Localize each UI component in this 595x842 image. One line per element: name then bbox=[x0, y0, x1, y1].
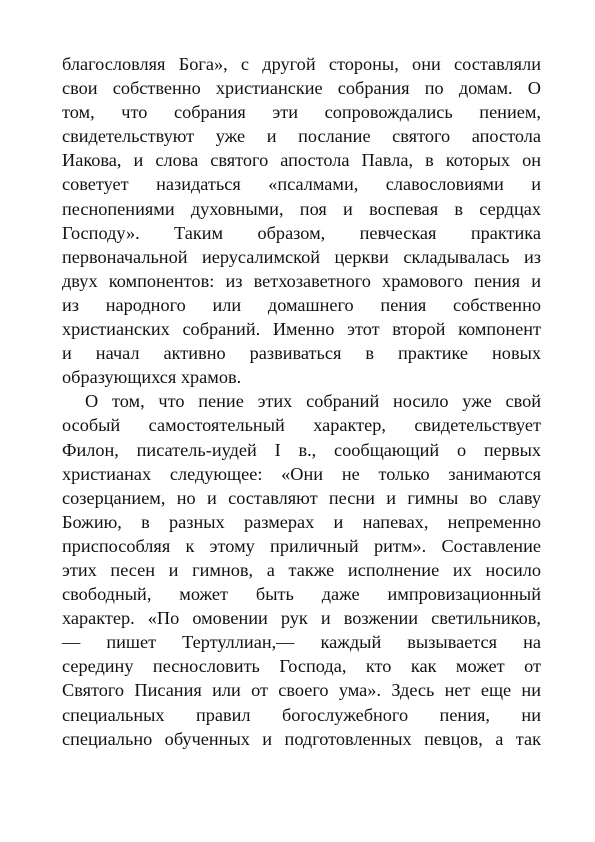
text-line: образующихся храмов. bbox=[62, 367, 242, 388]
text-line: этих песен и гимнов, а также исполнение их носило bbox=[62, 559, 541, 580]
text-line: Иакова, и слова святого апостола Павла, в которых он bbox=[62, 150, 541, 171]
text-line: свидетельствуют уже и послание святого апостола bbox=[62, 126, 541, 147]
text-line: благословляя Бога», с другой стороны, они составляли bbox=[62, 54, 541, 74]
text-line: Господу». Таким образом, певческая практика bbox=[62, 222, 541, 243]
text-line: особый самостоятельный характер, свидетельствует bbox=[62, 415, 541, 436]
text-line: песнопениями духовными, поя и воспевая в сердцах bbox=[62, 198, 541, 219]
text-line: — пишет Тертуллиан,— каждый вызывается на bbox=[62, 632, 541, 653]
text-line: Божию, в разных размерах и напевах, непременно bbox=[62, 511, 541, 532]
text-line: свободный, может быть даже импровизационный bbox=[62, 584, 541, 605]
text-line: советует назидаться «псалмами, славословиями и bbox=[62, 174, 541, 195]
document-page bbox=[62, 52, 541, 751]
text-line: свои собственно христианские собрания по домам. О bbox=[62, 78, 541, 99]
paragraph-2 bbox=[62, 389, 541, 750]
text-line: Святого Писания или от своего ума». Здесь нет еще ни bbox=[62, 680, 541, 701]
text-line: середину песнословить Господа, кто как может от bbox=[62, 656, 541, 677]
text-line: специальных правил богослужебного пения, ни bbox=[62, 704, 541, 725]
text-line: том, что собрания эти сопровождались пением, bbox=[62, 102, 541, 123]
text-line: первоначальной иерусалимской церкви складывалась из bbox=[62, 246, 541, 267]
text-line: христианах следующее: «Они не только занимаются bbox=[62, 463, 541, 484]
text-line: христианских собраний. Именно этот второй компонент bbox=[62, 319, 541, 340]
paragraph-1 bbox=[62, 52, 541, 389]
text-line: созерцанием, но и составляют песни и гимны во славу bbox=[62, 487, 541, 508]
text-line: О том, что пение этих собраний носило уже свой bbox=[85, 391, 541, 412]
text-line: специально обученных и подготовленных певцов, а так bbox=[62, 728, 541, 749]
text-line: приспособляя к этому приличный ритм». Составление bbox=[62, 535, 541, 556]
text-line: двух компонентов: из ветхозаветного храмового пения и bbox=[62, 270, 541, 291]
text-line: Филон, писатель-иудей I в., сообщающий о первых bbox=[62, 439, 541, 460]
text-line: из народного или домашнего пения собственно bbox=[62, 294, 541, 315]
text-line: и начал активно развиваться в практике новых bbox=[62, 343, 541, 364]
text-line: характер. «По омовении рук и возжении светильников, bbox=[62, 608, 541, 629]
